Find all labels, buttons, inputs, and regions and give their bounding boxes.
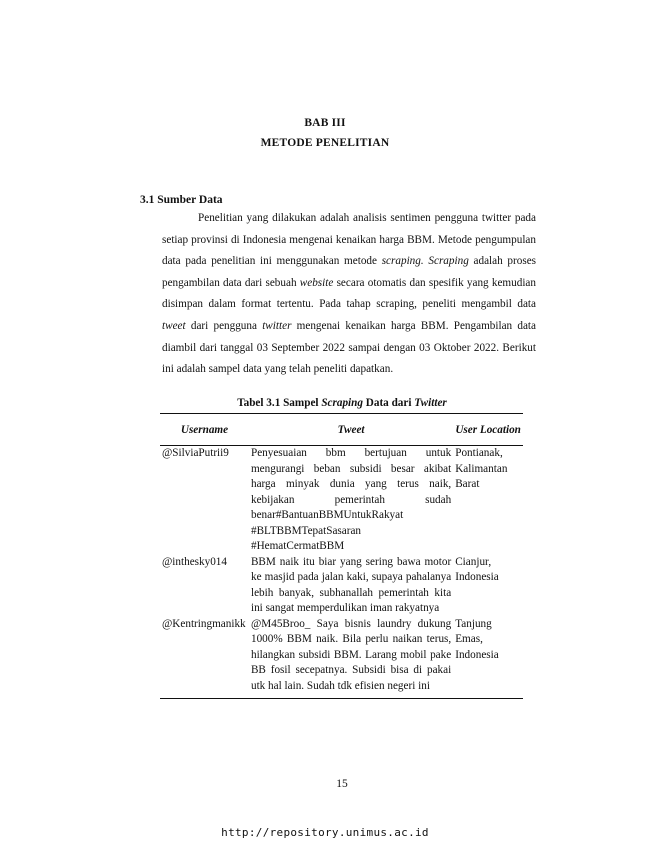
cell-location: Cianjur, Indonesia — [455, 555, 499, 583]
cell-tweet: BBM naik itu biar yang sering bawa motor ke masjid pada jalan kaki, supaya pahalanya lebih banyak, subhanallah pemerintah kita ini sangat memperdulikan iman rakyatnya — [250, 555, 452, 614]
caption-emphasis: Scraping — [321, 397, 363, 409]
paragraph-text: dari pengguna — [185, 319, 263, 332]
paragraph-text: adalah proses pengambilan data dari sebuah — [162, 255, 537, 289]
sample-data-table — [160, 413, 523, 699]
table-header-row — [160, 414, 523, 446]
paragraph-text: secara otomatis dan spesifik yang kemudian disimpan dalam format tertentu. Pada tahap scraping, peneliti mengambil data — [162, 276, 536, 311]
caption-text: Tabel 3.1 Sampel — [237, 397, 322, 409]
paragraph-emphasis: twitter — [262, 319, 292, 332]
paragraph-emphasis: Scraping — [428, 255, 469, 268]
header-tweet: Tweet — [249, 414, 453, 446]
cell-location: Tanjung Emas, Indonesia — [453, 617, 523, 699]
paragraph-text: mengenai kenaikan harga BBM. Pengambilan data diambil dari tanggal 03 September 2022 sampai dengan 03 Oktober 2022. Berikut ini adalah sampel data yang telah peneliti dapatkan. — [162, 319, 536, 376]
cell-username: @SilviaPutrii9 — [162, 447, 229, 459]
table-caption — [0, 397, 650, 409]
table-row — [160, 617, 523, 699]
paragraph-emphasis: website — [299, 276, 334, 289]
cell-username: @inthesky014 — [162, 555, 227, 568]
body-paragraph — [162, 208, 536, 381]
section-title: 3.1 Sumber Data — [140, 194, 223, 206]
page-number: 15 — [336, 778, 348, 790]
cell-username: @Kentringmanikk — [160, 617, 249, 699]
table-row — [160, 446, 523, 555]
paragraph-emphasis: scraping. — [381, 255, 424, 268]
cell-location: Pontianak, Kalimantan Barat — [455, 447, 508, 490]
caption-text: Data dari — [362, 397, 415, 409]
cell-tweet: @M45Broo_ Saya bisnis laundry dukung 1000% BBM naik. Bila perlu naikan terus, hilangkan subsidi BBM. Larang mobil pake BB fosil secepatnya. Subsidi bisa di pakai utk hal lain. Sudah tdk efisien negeri ini — [249, 617, 453, 699]
header-location: User Location — [453, 414, 523, 446]
cell-tweet: Penyesuaian bbm bertujuan untuk mengurangi beban subsidi besar akibat harga minyak dunia yang terus naik, kebijakan pemerintah sudah benar#BantuanBBMUntukRakyat #BLTBBMTepatSasaran #HematCermatBBM — [250, 447, 452, 552]
header-username: Username — [160, 414, 249, 446]
paragraph-emphasis: tweet — [162, 319, 186, 332]
chapter-title: METODE PENELITIAN — [260, 137, 390, 149]
table-row — [160, 555, 523, 617]
chapter-heading: BAB III — [304, 117, 346, 129]
footer-url[interactable]: http://repository.unimus.ac.id — [221, 826, 429, 839]
paragraph-text: Penelitian yang dilakukan adalah analisis sentimen pengguna twitter pada setiap provinsi di Indonesia mengenai kenaikan harga BBM. Metode pengumpulan data pada penelitian ini menggunakan metode — [162, 212, 536, 268]
caption-emphasis: Twitter — [414, 397, 447, 409]
